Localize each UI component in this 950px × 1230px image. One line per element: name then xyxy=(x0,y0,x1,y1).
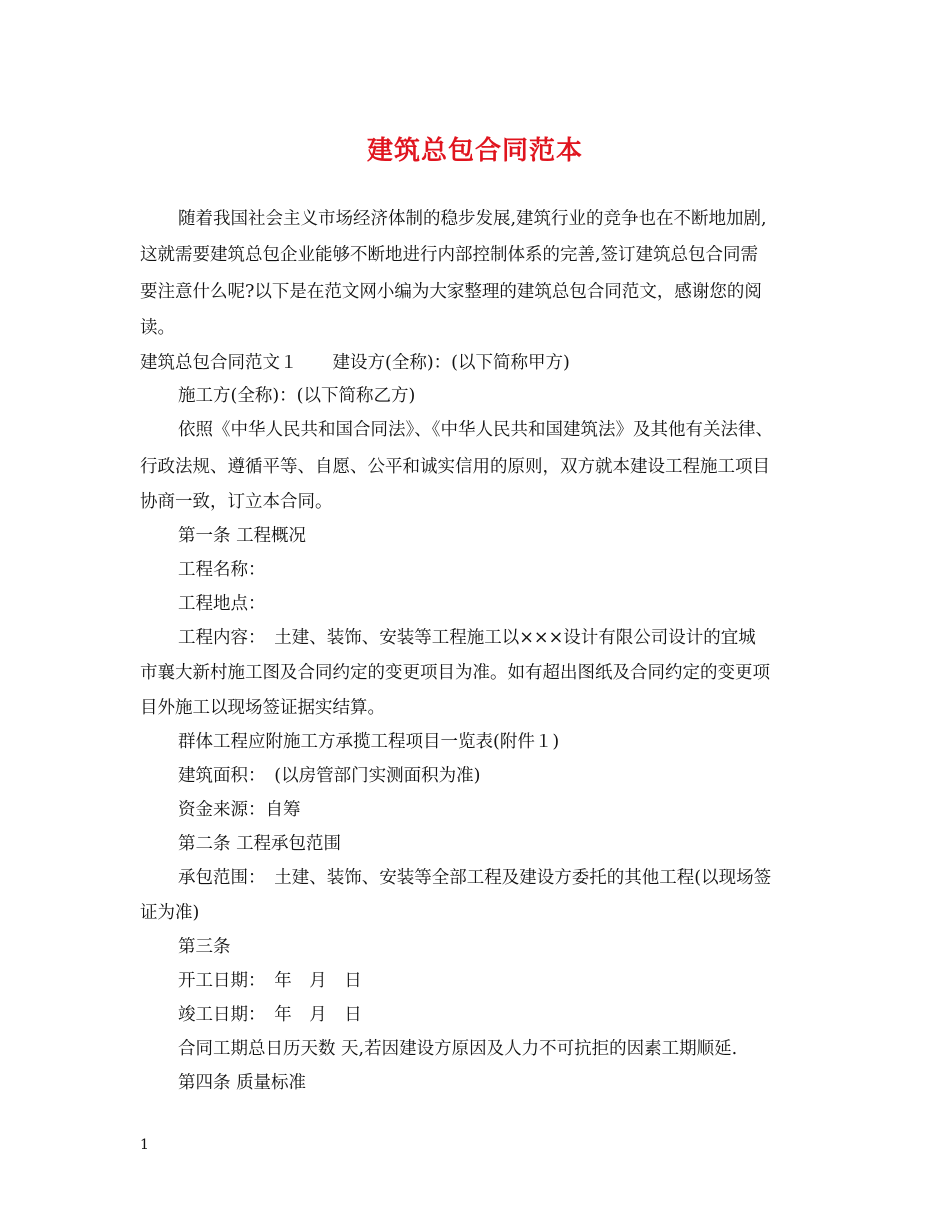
paragraph-line: 依照《中华人民共和国合同法》、《中华人民共和国建筑法》及其他有关法律、 xyxy=(178,420,773,440)
paragraph-line: 工程地点： xyxy=(178,594,266,614)
paragraph-line: 目外施工以现场签证据实结算。 xyxy=(140,698,385,718)
document-title: 建筑总包合同范本 xyxy=(366,136,583,166)
paragraph-line: 行政法规、遵循平等、自愿、公平和诚实信用的原则，双方就本建设工程施工项目 xyxy=(140,457,770,477)
paragraph-line: 工程名称： xyxy=(178,560,266,580)
paragraph-line: 开工日期： 年 月 日 xyxy=(178,971,362,991)
section-heading: 第二条 工程承包范围 xyxy=(178,834,342,854)
section-heading: 第三条 xyxy=(178,937,231,957)
paragraph-line: 建筑总包合同范文１ 建设方(全称)：(以下简称甲方) xyxy=(140,353,570,373)
paragraph-line: 工程内容： 土建、装饰、安装等工程施工以×××设计有限公司设计的宜城 xyxy=(178,628,756,648)
paragraph-line: 群体工程应附施工方承揽工程项目一览表(附件１) xyxy=(178,732,560,752)
section-heading: 第一条 工程概况 xyxy=(178,526,307,546)
paragraph-line: 竣工日期： 年 月 日 xyxy=(178,1005,362,1025)
paragraph-line: 读。 xyxy=(140,318,175,338)
paragraph-line: 合同工期总日历天数 天,若因建设方原因及人力不可抗拒的因素工期顺延. xyxy=(178,1039,738,1059)
paragraph-line: 要注意什么呢?以下是在范文网小编为大家整理的建筑总包合同范文，感谢您的阅 xyxy=(140,282,762,302)
paragraph-line: 承包范围： 土建、装饰、安装等全部工程及建设方委托的其他工程(以现场签 xyxy=(178,868,772,888)
paragraph-line: 资金来源：自筹 xyxy=(178,800,301,820)
paragraph-line: 这就需要建筑总包企业能够不断地进行内部控制体系的完善,签订建筑总包合同需 xyxy=(140,245,759,265)
section-heading: 第四条 质量标准 xyxy=(178,1073,307,1093)
page-number: 1 xyxy=(140,1137,149,1153)
paragraph-line: 市襄大新村施工图及合同约定的变更项目为准。如有超出图纸及合同约定的变更项 xyxy=(140,663,770,683)
paragraph-line: 建筑面积： (以房管部门实测面积为准) xyxy=(178,766,481,786)
paragraph-line: 施工方(全称)：(以下简称乙方) xyxy=(178,386,416,406)
paragraph-line: 证为准) xyxy=(140,903,200,923)
paragraph-line: 随着我国社会主义市场经济体制的稳步发展,建筑行业的竞争也在不断地加剧, xyxy=(178,209,767,229)
paragraph-line: 协商一致，订立本合同。 xyxy=(140,492,333,512)
